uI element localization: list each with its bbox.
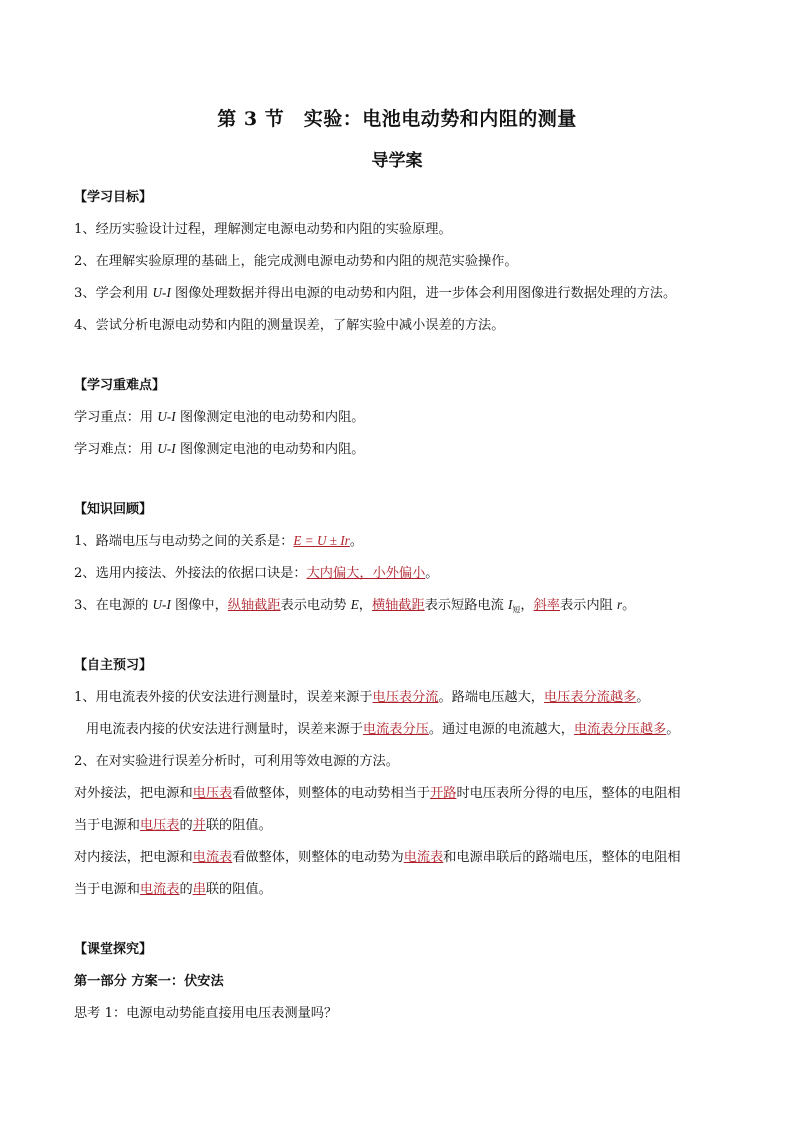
answer-blank: 开路 [430, 786, 457, 801]
key-focus: 学习重点：用 U-I 图像测定电池的电动势和内阻。 [74, 409, 365, 425]
goal-item-2: 2、在理解实验原理的基础上，能完成测电源电动势和内阻的规范实验操作。 [74, 254, 518, 269]
preview-line-5: 当于电源和电压表的并联的阻值。 [74, 818, 272, 833]
page-subtitle: 导学案 [371, 151, 423, 171]
preview-line-6: 对内接法，把电源和电流表看做整体，则整体的电动势为电流表和电源串联后的路端电压，整体的电阻相 [74, 850, 681, 865]
goal-item-3: 3、学会利用 U-I 图像处理数据并得出电源的电动势和内阻，进一步体会利用图像进行数据处理的方法。 [74, 285, 677, 301]
answer-blank: E = U ± Ir [293, 533, 350, 548]
preview-line-1: 1、用电流表外接的伏安法进行测量时，误差来源于电压表分流。路端电压越大，电压表分流越多。 [74, 690, 650, 705]
answer-blank: 并 [192, 818, 206, 833]
answer-blank: 串 [192, 882, 206, 897]
answer-blank: 电流表 [403, 850, 444, 865]
answer-blank: 电流表分压 [362, 722, 429, 737]
answer-blank: 电流表分压越多 [573, 722, 667, 737]
answer-blank: 横轴截距 [371, 598, 425, 613]
answer-blank: 纵轴截距 [227, 598, 281, 613]
section-header-goals: 【学习目标】 [74, 190, 153, 205]
answer-blank: 大内偏大，小外偏小 [306, 566, 426, 581]
key-difficulty: 学习难点：用 U-I 图像测定电池的电动势和内阻。 [74, 441, 365, 457]
think-question-1: 思考 1：电源电动势能直接用电压表测量吗？ [74, 1006, 338, 1021]
section-header-keypoints: 【学习重难点】 [74, 378, 166, 393]
page-title: 第 3 节 实验：电池电动势和内阻的测量 [217, 108, 577, 130]
answer-blank: 电压表分流越多 [543, 690, 637, 705]
review-line-1: 1、路端电压与电动势之间的关系是：E = U ± Ir。 [74, 533, 364, 549]
section-header-review: 【知识回顾】 [74, 502, 153, 517]
preview-line-7: 当于电源和电流表的串联的阻值。 [74, 882, 272, 897]
answer-blank: 电压表分流 [372, 690, 439, 705]
preview-line-3: 2、在对实验进行误差分析时，可利用等效电源的方法。 [74, 754, 399, 769]
answer-blank: 斜率 [533, 598, 560, 613]
goal-item-1: 1、经历实验设计过程，理解测定电源电动势和内阻的实验原理。 [74, 222, 452, 237]
section-header-explore: 【课堂探究】 [74, 942, 153, 957]
preview-line-4: 对外接法，把电源和电压表看做整体，则整体的电动势相当于开路时电压表所分得的电压，整体的电阻相 [74, 786, 681, 801]
review-line-3: 3、在电源的 U-I 图像中，纵轴截距表示电动势 E，横轴截距表示短路电流 $I_短$，斜率表示内阻 r。 [74, 597, 636, 615]
review-line-2: 2、选用内接法、外接法的依据口诀是：大内偏大，小外偏小。 [74, 566, 439, 581]
answer-blank: 电流表 [192, 850, 233, 865]
answer-blank: 电压表 [139, 818, 180, 833]
part-one-heading: 第一部分 方案一：伏安法 [74, 974, 224, 989]
goal-item-4: 4、尝试分析电源电动势和内阻的测量误差，了解实验中减小误差的方法。 [74, 318, 505, 333]
preview-line-2: 用电流表内接的伏安法进行测量时，误差来源于电流表分压。通过电源的电流越大，电流表分压越多。 [86, 722, 680, 737]
answer-blank: 电流表 [139, 882, 180, 897]
section-header-preview: 【自主预习】 [74, 658, 153, 673]
answer-blank: 电压表 [192, 786, 233, 801]
